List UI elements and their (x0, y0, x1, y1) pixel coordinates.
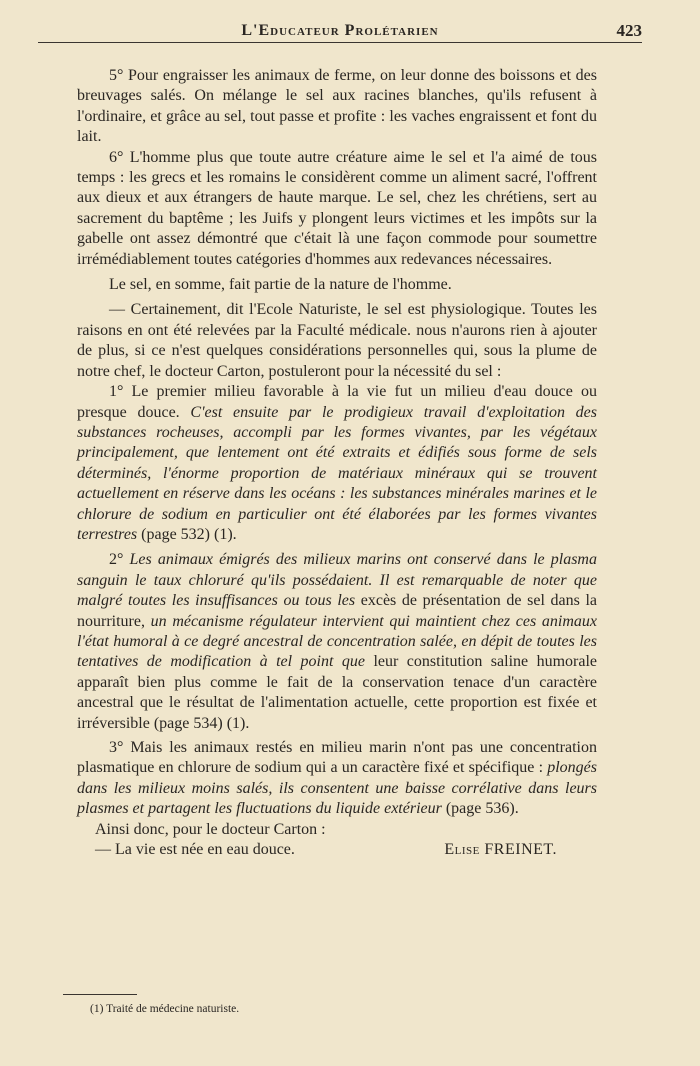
paragraph-salt-nature: Le sel, en somme, fait partie de la nature de l'homme. (109, 276, 452, 294)
paragraph-5: 5° Pour engraisser les animaux de ferme, on leur donne des boissons et des breuvages salés. On mélange le sel aux racines blanches, qu'ils refusent à l'ordinaire, et grâce au sel, tout passe et profite : les vaches engraissent et font du lait. (77, 67, 597, 146)
journal-title: L'Educateur Prolétarien (241, 22, 439, 39)
page-number: 423 (616, 21, 642, 40)
point-1-ref: (page 532) (1). (137, 525, 237, 543)
point-3-ref: (page 536). (441, 800, 519, 818)
paragraph-naturist-school: — Certainement, dit l'Ecole Naturiste, le sel est physiologique. Toutes les raisons en ont été relevées par la Faculté médicale. nous n'aurons rien à ajouter de plus, si ce n'est quelques considérations personnelles qui, sous la plume de notre chef, le docteur Carton, postuleront pour la nécessité du sel : (77, 301, 597, 380)
footnote-rule (63, 994, 137, 995)
point-1-text: 1° Le premier milieu favorable à la vie fut un milieu d'eau douce ou presque douce. (77, 383, 597, 421)
point-3 (77, 738, 597, 820)
closing-text: — La vie est née en eau douce. (95, 841, 295, 859)
closing-line (77, 840, 597, 860)
point-3-text: 3° Mais les animaux restés en milieu marin n'ont pas une concentration plasmatique en chlorure de sodium qui a un caractère fixé et spécifique : (77, 739, 597, 777)
point-2-quote-a: Les animaux émigrés des milieux marins ont conservé dans le plasma sanguin le taux chloruré qu'ils possédaient. Il est remarquable de noter que malgré toutes les insuffisances ou tous les (77, 551, 597, 610)
point-2-quote-b: un mécanisme régulateur intervient qui maintient chez ces animaux l'état humoral à ce degré ancestral de concentration salée, en dépit de toutes les tentatives de modification à tel point que (77, 612, 597, 671)
point-3-quote: plongés dans les milieux moins salés, ils consentent une baisse corrélative dans leurs plasmes et partagent les fluctuations du liquide extérieur (77, 759, 597, 818)
point-2-text-b: leur constitution saline humorale apparaît bien plus comme le fait de la conservation tenace d'un caractère ancestral que le résultat de l'alimentation actuelle, cette proportion est fixée et irréversible (page 534) (1). (77, 653, 598, 732)
running-header (38, 20, 642, 43)
point-1-quote: C'est ensuite par le prodigieux travail d'exploitation des substances rocheuses, accompli par les formes vivantes, par les végétaux principalement, que lentement ont été extraits et édifiés sous forme de sels déterminés, l'énorme proportion de matériaux minéraux qui se trouvent actuellement en réserve dans les océans : les substances minérales marines et le chlorure de sodium en particulier ont été élaborées par les formes vivantes terrestres (77, 403, 597, 543)
conclusion-line: Ainsi donc, pour le docteur Carton : (95, 820, 326, 838)
point-2 (77, 550, 597, 734)
point-2-number: 2° (109, 551, 130, 569)
point-1 (77, 382, 597, 545)
point-2-text-a: excès de présentation de sel dans la nourriture, (77, 592, 598, 630)
article-body (77, 66, 597, 860)
author-signature: Elise FREINET. (444, 841, 557, 859)
footnote: (1) Traité de médecine naturiste. (90, 1003, 240, 1015)
paragraph-6: 6° L'homme plus que toute autre créature aime le sel et l'a aimé de tous temps : les grecs et les romains le considèrent comme un aliment sacré, l'offrent aux dieux et aux étrangers de haute marque. Le sel, chez les chrétiens, sert au sacrement du baptême ; les Juifs y plongent leurs victimes et les impôts sur la gabelle ont assez démontré que c'était là une façon commode pour soumettre irrémédiablement toutes catégories d'hommes aux redevances nécessaires. (77, 148, 597, 268)
